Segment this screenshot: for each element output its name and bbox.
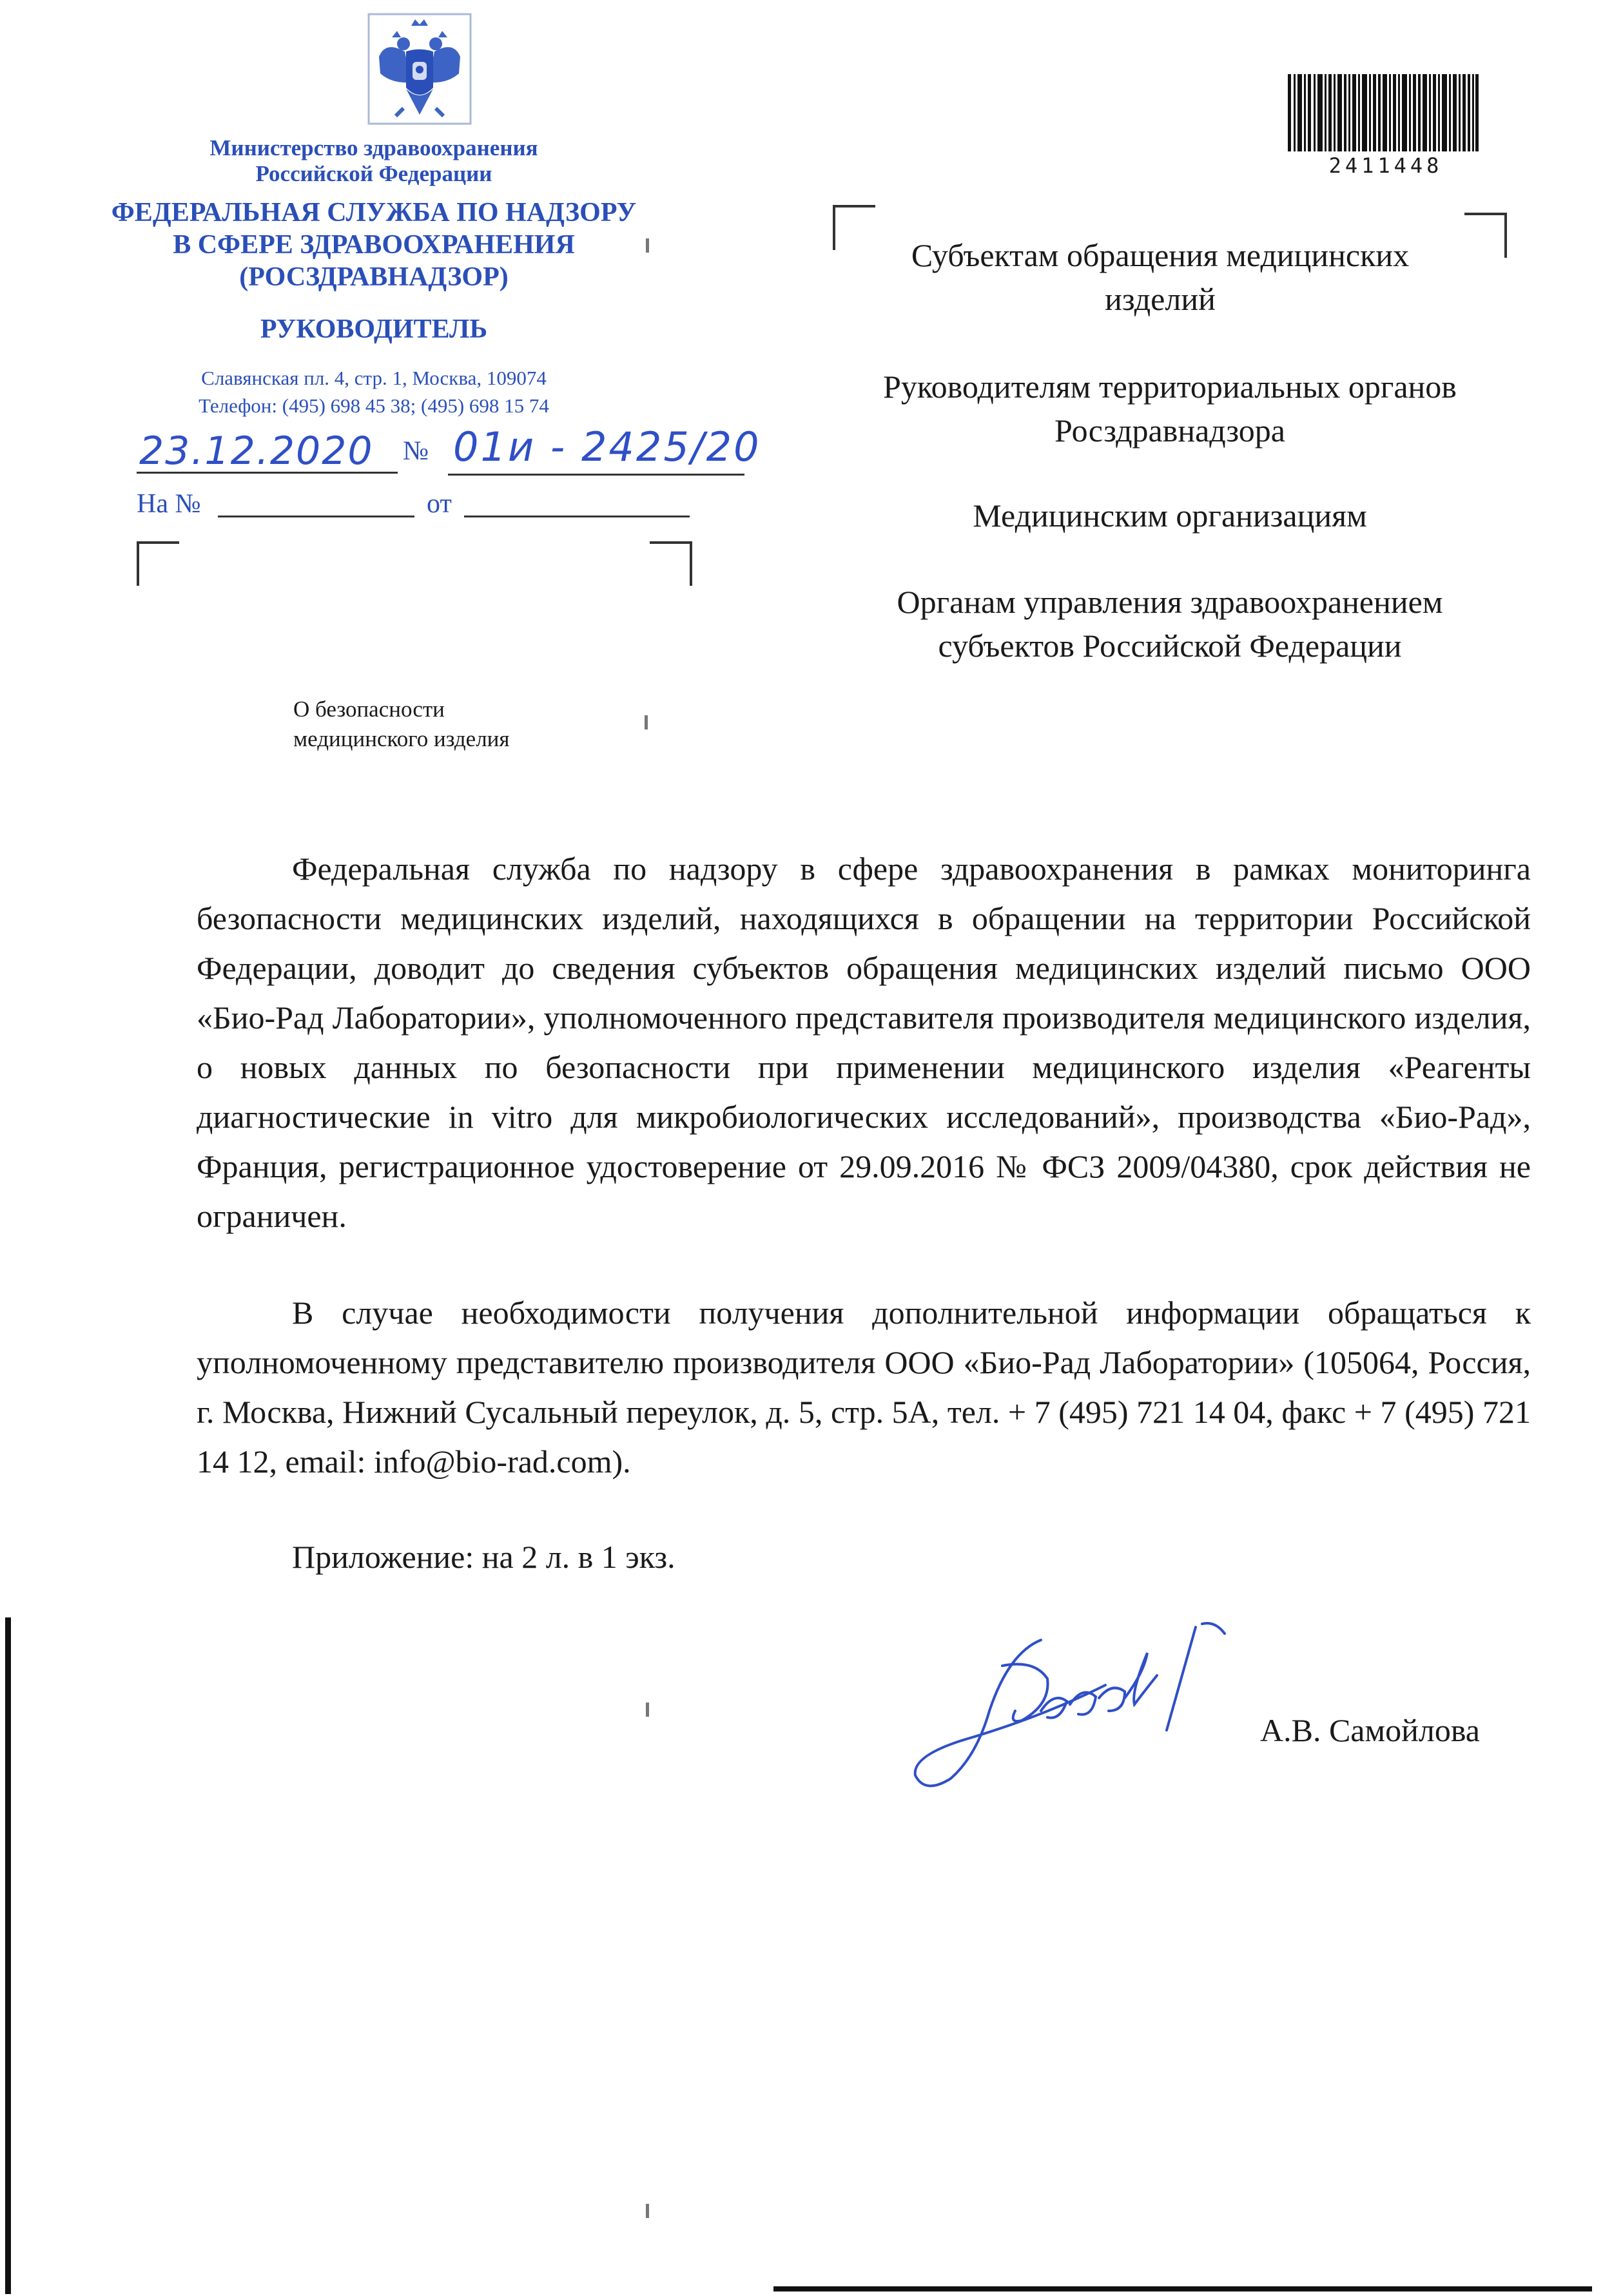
reply-number-line	[218, 516, 414, 517]
service-phone: Телефон: (495) 698 45 38; (495) 698 15 74	[199, 394, 549, 417]
barcode-number: 2411448	[1328, 153, 1443, 178]
service-line-3: (РОСЗДРАВНАДЗОР)	[239, 262, 509, 292]
body-paragraph-2: В случае необходимости получения дополнительной информации обращаться к уполномоченному представителю производителя ООО «Био-Рад Лаборатории» (105064, Россия, г. Москва, Нижний Сусальный переулок, д. 5, стр. 5А, тел. + 7 (495) 721 14 04, факс + 7 (495) 721 14 12, email: info@bio-rad.com).	[197, 1295, 1531, 1480]
addressee-2: Руководителям территориальных органов Росздравнадзора	[883, 369, 1457, 449]
signatory-name: А.В. Самойлова	[1260, 1712, 1480, 1748]
barcode	[1288, 74, 1479, 151]
addressee-bracket-left	[833, 205, 875, 250]
scan-left-edge	[5, 1617, 11, 2294]
corner-bracket-top-right	[650, 541, 692, 586]
service-line-2: В СФЕРЕ ЗДРАВООХРАНЕНИЯ	[173, 230, 575, 260]
outgoing-number	[448, 422, 848, 483]
position-title: РУКОВОДИТЕЛЬ	[260, 314, 488, 344]
body-paragraph-1: Федеральная служба по надзору в сфере здравоохранения в рамках мониторинга безопасности медицинских изделий, находящихся в обращении на территории Российской Федерации, доводит до сведения субъектов обращения медицинских изделий письмо ООО «Био-Рад Лаборатории», уполномоченного представителя производителя медицинского изделия, о новых данных по безопасности при применении медицинского изделия «Реагенты диагностические in vitro для микробиологических исследований», производства «Био-Рад», Франция, регистрационное удостоверение от 29.09.2016 № ФСЗ 2009/04380, срок действия не ограничен.	[197, 851, 1531, 1234]
scan-speck	[646, 1703, 649, 1717]
attachment-note: Приложение: на 2 л. в 1 экз.	[292, 1539, 675, 1575]
service-address: Славянская пл. 4, стр. 1, Москва, 109074	[201, 367, 547, 389]
addressee-bracket-right	[1464, 213, 1507, 258]
date-handwritten: 23.12.2020	[139, 429, 374, 474]
scan-speck	[646, 238, 649, 253]
number-handwritten: 01и - 2425/20	[453, 423, 761, 470]
reply-date-line	[464, 516, 690, 517]
addressee-4: Органам управления здравоохранением субъектов Российской Федерации	[897, 584, 1443, 664]
subject-line-2: медицинского изделия	[293, 726, 510, 751]
barcode-graphic	[1288, 74, 1479, 151]
reply-from-label: от	[427, 489, 452, 519]
ministry-line-1: Министерство здравоохранения	[209, 135, 538, 160]
ministry-line-2: Российской Федерации	[255, 161, 492, 186]
outgoing-date	[137, 429, 398, 475]
scan-speck	[645, 715, 648, 729]
number-sign: №	[403, 436, 429, 466]
scan-bottom-edge	[773, 2286, 1592, 2291]
signature	[912, 1614, 1286, 1795]
addressee-3: Медицинским организациям	[973, 497, 1367, 534]
addressee-1: Субъектам обращения медицинских изделий	[911, 237, 1410, 317]
coat-of-arms-emblem	[366, 12, 473, 126]
service-line-1: ФЕДЕРАЛЬНАЯ СЛУЖБА ПО НАДЗОРУ	[111, 198, 637, 227]
corner-bracket-top-left	[137, 541, 179, 586]
subject-line-1: О безопасности	[293, 697, 445, 722]
reply-label: На №	[137, 489, 201, 519]
scan-speck	[646, 2204, 649, 2218]
